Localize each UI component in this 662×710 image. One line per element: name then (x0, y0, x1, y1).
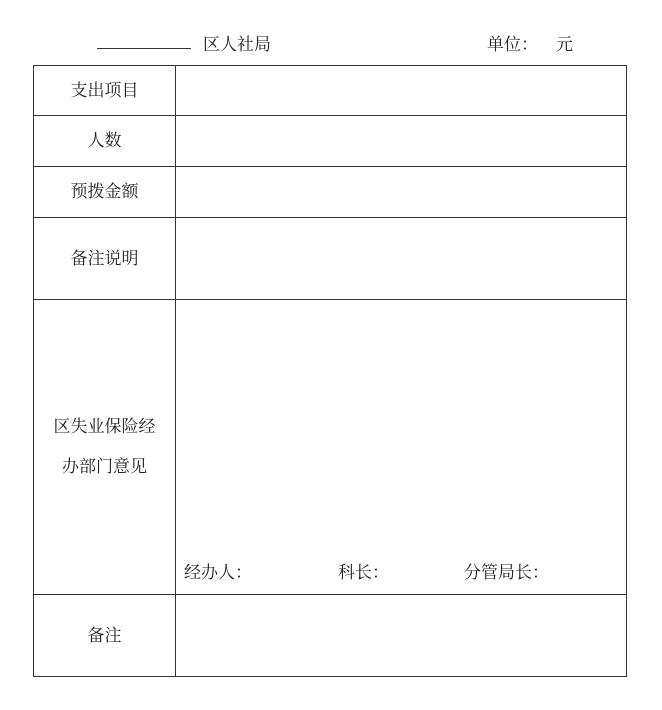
table-row (34, 300, 627, 595)
handler-signature-label: 经办人： (184, 563, 252, 583)
advance-amount-label: 预拨金额 (34, 167, 176, 218)
department-opinion-label-line-1: 区失业保险经 (53, 417, 156, 437)
table-row (34, 595, 627, 677)
headcount-field[interactable] (176, 116, 627, 167)
table-row (34, 218, 627, 300)
unit-value: 元 (556, 35, 573, 55)
headcount-label: 人数 (34, 116, 176, 167)
expense-item-label: 支出项目 (34, 66, 176, 116)
table-row (34, 116, 627, 167)
remarks-description-label: 备注说明 (34, 218, 176, 300)
department-opinion-label (34, 300, 176, 595)
expense-item-field[interactable] (176, 66, 627, 116)
department-opinion-label-line-2: 办部门意见 (62, 457, 147, 477)
unit-label: 单位： (487, 35, 538, 55)
table-row (34, 167, 627, 218)
signature-row (176, 554, 626, 594)
remarks-field[interactable] (176, 595, 627, 677)
bureau-label: 区人社局 (203, 35, 271, 55)
department-opinion-field[interactable] (176, 300, 627, 595)
advance-amount-field[interactable] (176, 167, 627, 218)
expenditure-form-table (33, 65, 627, 677)
remarks-label: 备注 (34, 595, 176, 677)
form-header (0, 30, 662, 56)
district-blank-line (97, 48, 191, 49)
table-row (34, 66, 627, 116)
remarks-description-field[interactable] (176, 218, 627, 300)
deputy-director-signature-label: 分管局长： (464, 563, 549, 583)
section-chief-signature-label: 科长： (338, 563, 389, 583)
